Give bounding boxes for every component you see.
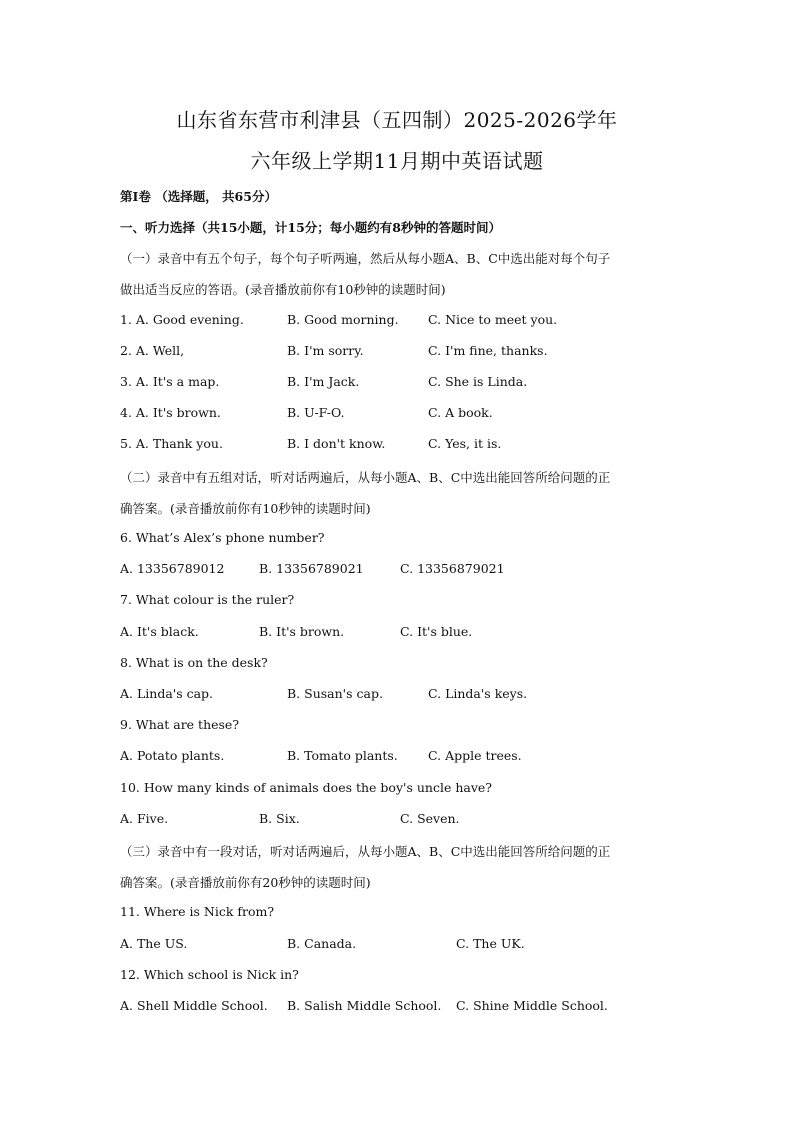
sub3-instruction-line2: 确答案。(录音播放前你有20秒钟的读题时间): [120, 875, 371, 890]
doc-title-line2: 六年级上学期11月期中英语试题: [250, 149, 544, 173]
q3-option-c: C. She is Linda.: [428, 374, 528, 389]
q4-option-a: 4. A. It's brown.: [120, 405, 221, 420]
q5-option-c: C. Yes, it is.: [428, 436, 502, 451]
q2-option-a: 2. A. Well,: [120, 343, 185, 358]
q11-stem: 11. Where is Nick from?: [120, 904, 275, 919]
q8-stem: 8. What is on the desk?: [120, 655, 268, 670]
q7-option-b: B. It's brown.: [259, 624, 345, 639]
q5-option-b: B. I don't know.: [287, 436, 386, 451]
q1-option-c: C. Nice to meet you.: [428, 312, 558, 327]
sub1-instruction-line1: （一）录音中有五个句子，每个句子听两遍，然后从每小题A、B、C中选出能对每个句子: [120, 251, 611, 266]
q12-option-b: B. Salish Middle School.: [287, 998, 442, 1013]
sub2-instruction-line1: （二）录音中有五组对话，听对话两遍后，从每小题A、B、C中选出能回答所给问题的正: [120, 470, 611, 485]
q12-option-c: C. Shine Middle School.: [456, 998, 608, 1013]
q12-option-a: A. Shell Middle School.: [120, 998, 268, 1013]
q10-stem: 10. How many kinds of animals does the boy's uncle have?: [120, 780, 492, 795]
q7-option-a: A. It's black.: [120, 624, 199, 639]
section-heading: 一、听力选择（共15小题，计15分；每小题约有8秒钟的答题时间）: [120, 220, 501, 235]
q8-option-c: C. Linda's keys.: [428, 686, 528, 701]
q6-stem: 6. What’s Alex’s phone number?: [120, 530, 325, 545]
q6-option-a: A. 13356789012: [120, 561, 225, 576]
q10-option-b: B. Six.: [259, 811, 300, 826]
q1-option-b: B. Good morning.: [287, 312, 399, 327]
q7-stem: 7. What colour is the ruler?: [120, 592, 295, 607]
q4-option-c: C. A book.: [428, 405, 493, 420]
q3-option-b: B. I'm Jack.: [287, 374, 360, 389]
q7-option-c: C. It's blue.: [400, 624, 473, 639]
q8-option-a: A. Linda's cap.: [120, 686, 214, 701]
q2-option-c: C. I'm fine, thanks.: [428, 343, 548, 358]
sub2-instruction-line2: 确答案。(录音播放前你有10秒钟的读题时间): [120, 501, 371, 516]
doc-title-line1: 山东省东营市利津县（五四制）2025-2026学年: [176, 108, 618, 132]
q3-option-a: 3. A. It's a map.: [120, 374, 220, 389]
q9-option-c: C. Apple trees.: [428, 748, 522, 763]
q11-option-a: A. The US.: [120, 936, 188, 951]
q9-stem: 9. What are these?: [120, 717, 240, 732]
sub1-instruction-line2: 做出适当反应的答语。(录音播放前你有10秒钟的读题时间): [120, 282, 446, 297]
q1-option-a: 1. A. Good evening.: [120, 312, 244, 327]
q6-option-c: C. 13356879021: [400, 561, 505, 576]
q10-option-c: C. Seven.: [400, 811, 460, 826]
part-heading: 第Ⅰ卷 （选择题， 共65分）: [120, 189, 277, 204]
q11-option-c: C. The UK.: [456, 936, 525, 951]
q9-option-a: A. Potato plants.: [120, 748, 225, 763]
q11-option-b: B. Canada.: [287, 936, 357, 951]
q12-stem: 12. Which school is Nick in?: [120, 967, 299, 982]
q10-option-a: A. Five.: [120, 811, 169, 826]
q2-option-b: B. I'm sorry.: [287, 343, 364, 358]
q4-option-b: B. U-F-O.: [287, 405, 345, 420]
q5-option-a: 5. A. Thank you.: [120, 436, 223, 451]
q9-option-b: B. Tomato plants.: [287, 748, 398, 763]
q8-option-b: B. Susan's cap.: [287, 686, 383, 701]
q6-option-b: B. 13356789021: [259, 561, 364, 576]
sub3-instruction-line1: （三）录音中有一段对话，听对话两遍后，从每小题A、B、C中选出能回答所给问题的正: [120, 844, 611, 859]
